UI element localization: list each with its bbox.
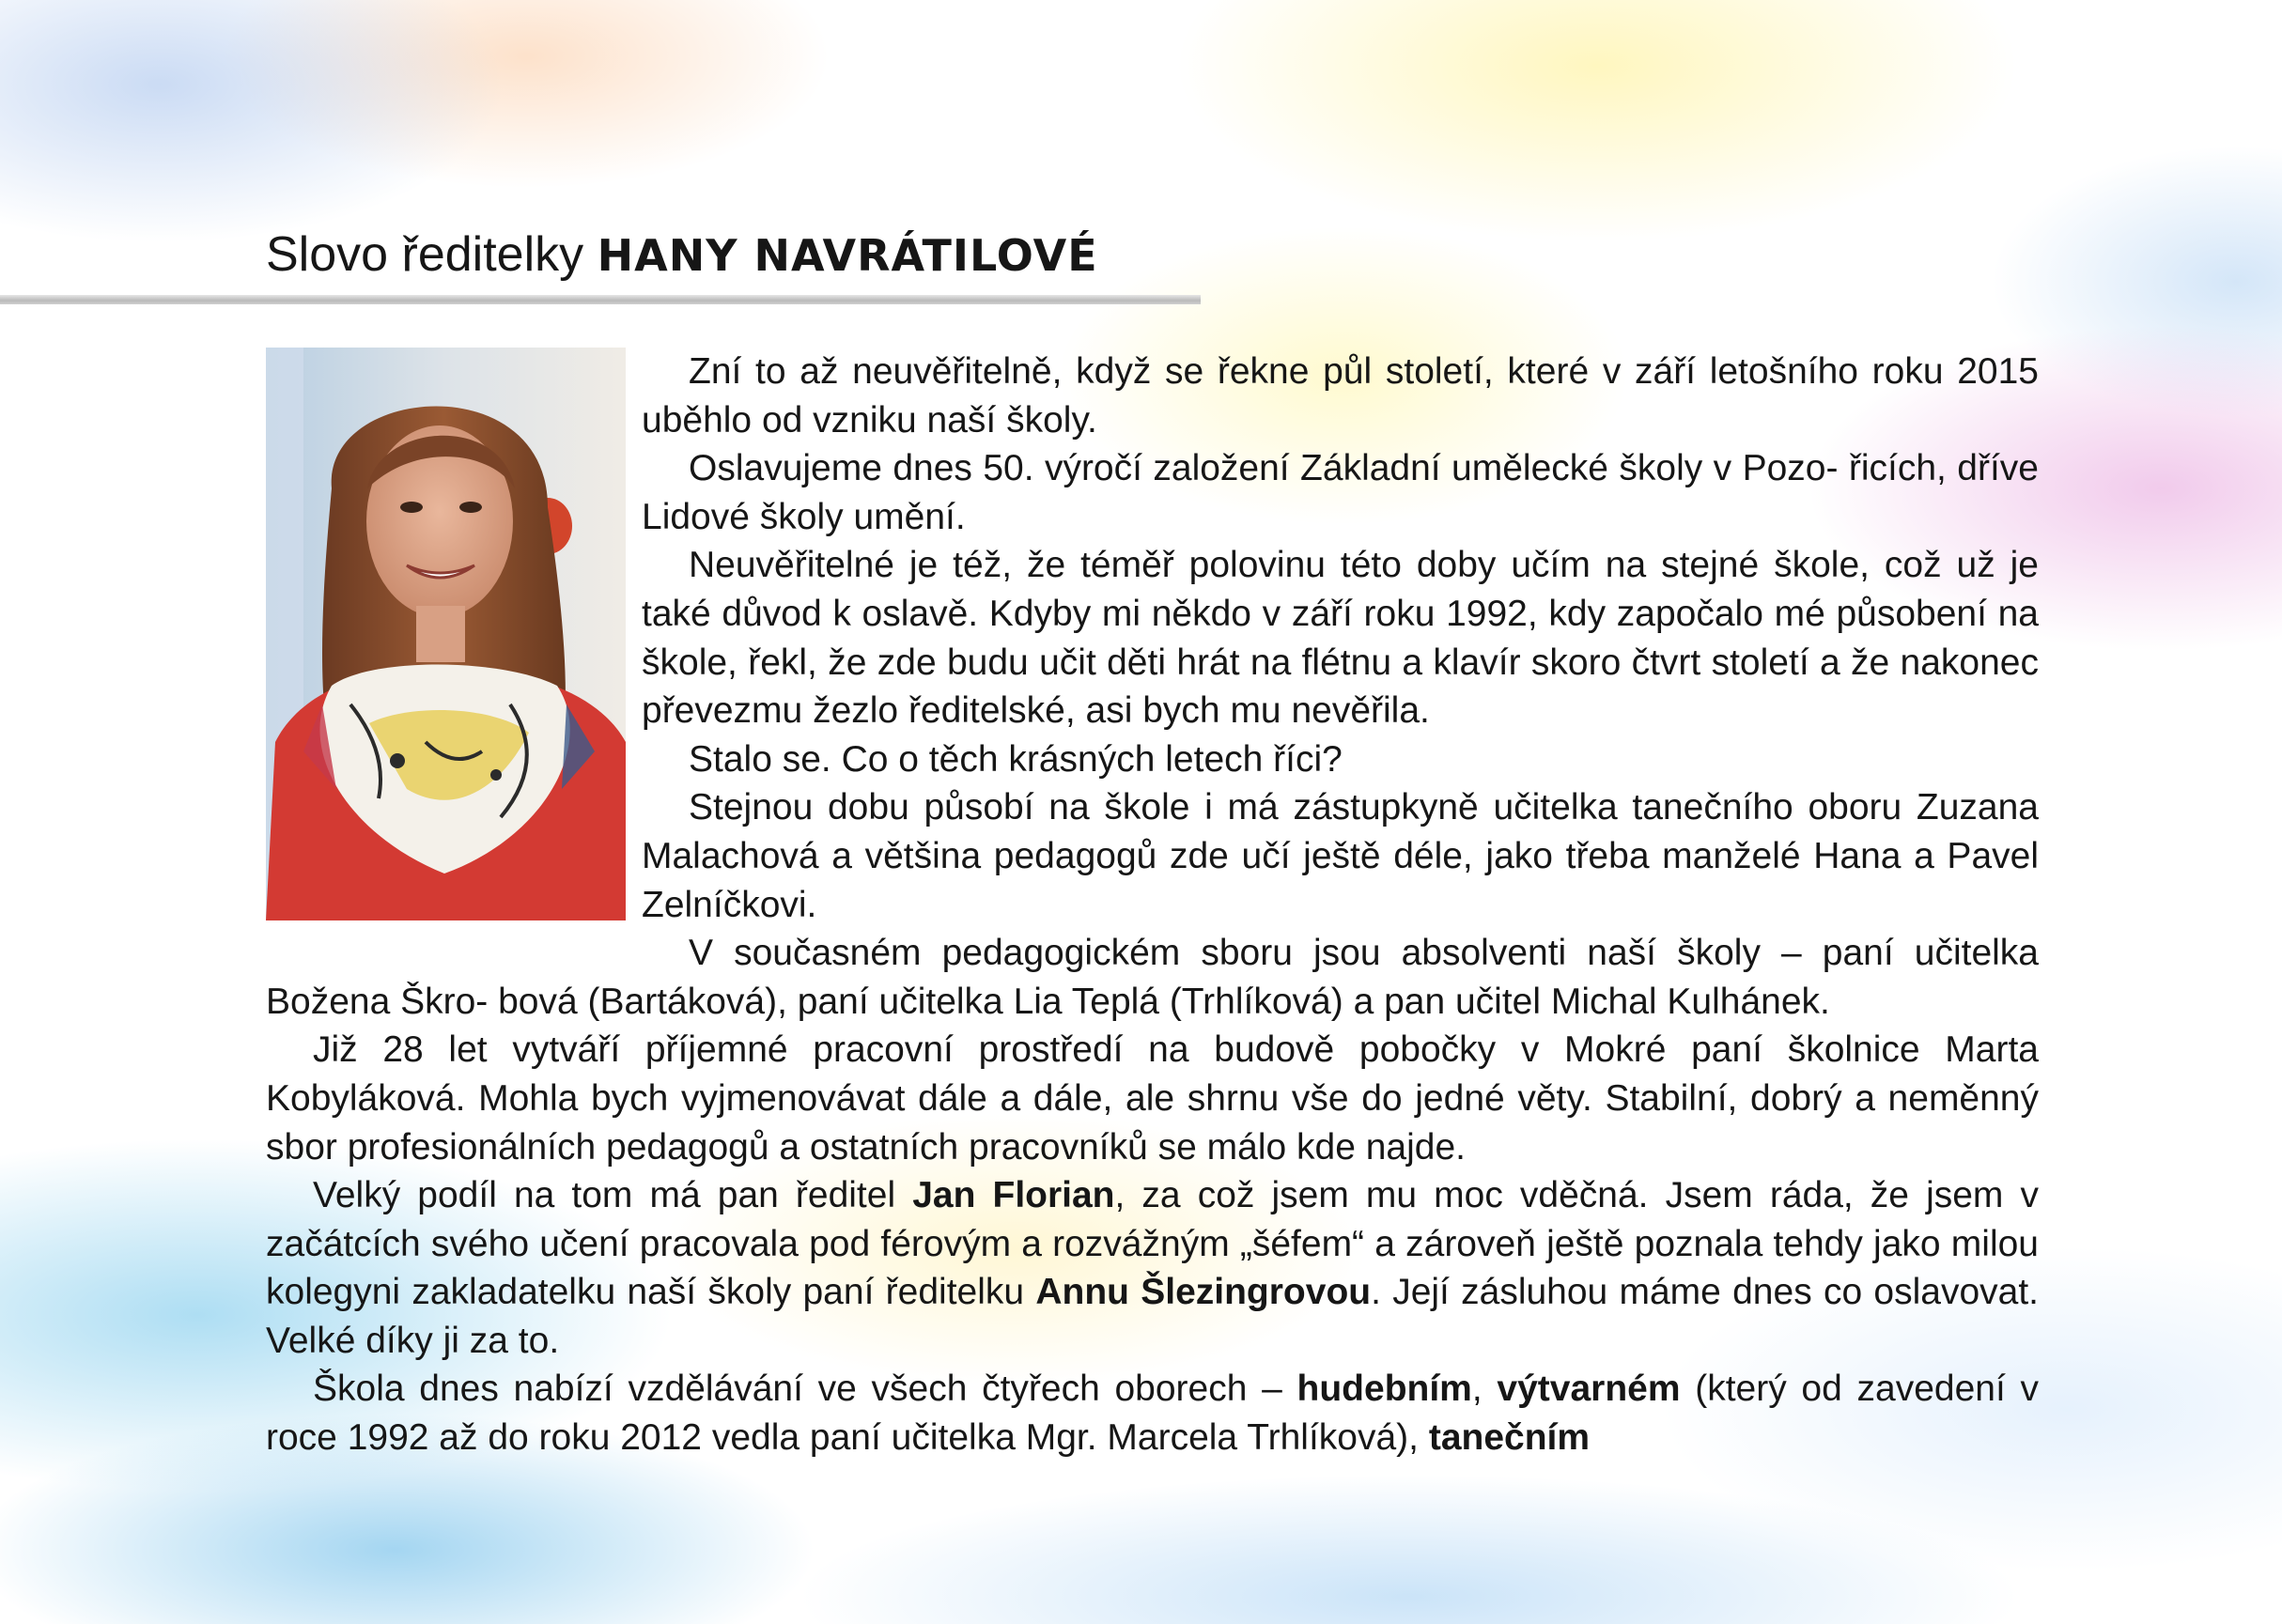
article-heading — [266, 222, 1098, 288]
p9-text-e: (který od zavedení v roce 1992 až do roku 2012 vedla paní učitelka Mgr. Marcela Trhlíková), — [266, 1369, 2039, 1459]
p8-text-c: , za což jsem mu moc vděčná. Jsem ráda, že jsem v začátcích svého učení pracovala pod férovým a rozvážným „šéfem“ a zároveň ještě poznala tehdy jako milou kolegyni zakladatelku naší školy paní ředitelku — [266, 1175, 2040, 1313]
paragraph-3: Neuvěřitelné je též, že téměř polovinu této doby učím na stejné škole, což už je také důvod k oslavě. Kdyby mi někdo v září roku 1992, kdy započalo mé působení na škole, řekl, že zde budu učit děti hrát na flétnu a klavír skoro čtvrt století a že nakonec převezmu žezlo ředitelské, asi bych mu nevěřila. — [642, 545, 2039, 732]
heading-divider — [0, 295, 1201, 304]
p8-text-a: Velký podíl na tom má pan ředitel — [313, 1175, 913, 1216]
heading-name: HANY NAVRÁTILOVÉ — [597, 230, 1098, 281]
paragraph-9 — [266, 1365, 2039, 1462]
paragraph-2: Oslavujeme dnes 50. výročí založení Základní umělecké školy v Pozo- řicích, dříve Lidové školy umění. — [642, 448, 2039, 537]
paragraph-1: Zní to až neuvěřitelně, když se řekne půl století, které v září letošního roku 2015 uběhlo od vzniku naší školy. — [642, 351, 2039, 441]
paragraph-8 — [266, 1171, 2039, 1365]
paragraph-5: Stejnou dobu působí na škole i má zástupkyně učitelka tanečního oboru Zuzana Malachová a většina pedagogů zde učí ještě déle, jako třeba manželé Hana a Pavel Zelníčkovi. — [642, 787, 2039, 925]
p9-bold-art: výtvarném — [1497, 1369, 1681, 1410]
p9-text-c: , — [1471, 1369, 1498, 1410]
p9-bold-music: hudebním — [1296, 1369, 1472, 1410]
p9-bold-dance: tanečním — [1428, 1417, 1591, 1459]
paragraph-4: Stalo se. Co o těch krásných letech říci? — [689, 738, 1343, 780]
p8-bold-name: Jan Florian — [912, 1175, 1115, 1216]
p8-bold-founder: Annu Šlezingrovou — [1035, 1272, 1372, 1313]
photo-text-wrap-spacer — [266, 348, 642, 967]
article-body — [266, 348, 2039, 1462]
p9-text-a: Škola dnes nabízí vzdělávání ve všech čtyřech oborech – — [313, 1369, 1297, 1410]
paragraph-7: Již 28 let vytváří příjemné pracovní prostředí na budově pobočky v Mokré paní školnice Marta Kobyláková. Mohla bych vyjmenovávat dále a dále, ale shrnu vše do jedné věty. Stabilní, dobrý a neměnný sbor profesionálních pedagogů a ostatních pracovníků se málo kde najde. — [266, 1029, 2039, 1168]
p8-text-e: . Její zásluhou máme dnes co oslavovat. Velké díky ji za to. — [266, 1272, 2039, 1361]
heading-prefix: Slovo ředitelky — [266, 227, 584, 282]
paragraph-6: V současném pedagogickém sboru jsou absolventi naší školy – paní učitelka Božena Škro- bová (Bartáková), paní učitelka Lia Teplá (Trhlíková) a pan učitel Michal Kulhánek. — [266, 933, 2039, 1022]
